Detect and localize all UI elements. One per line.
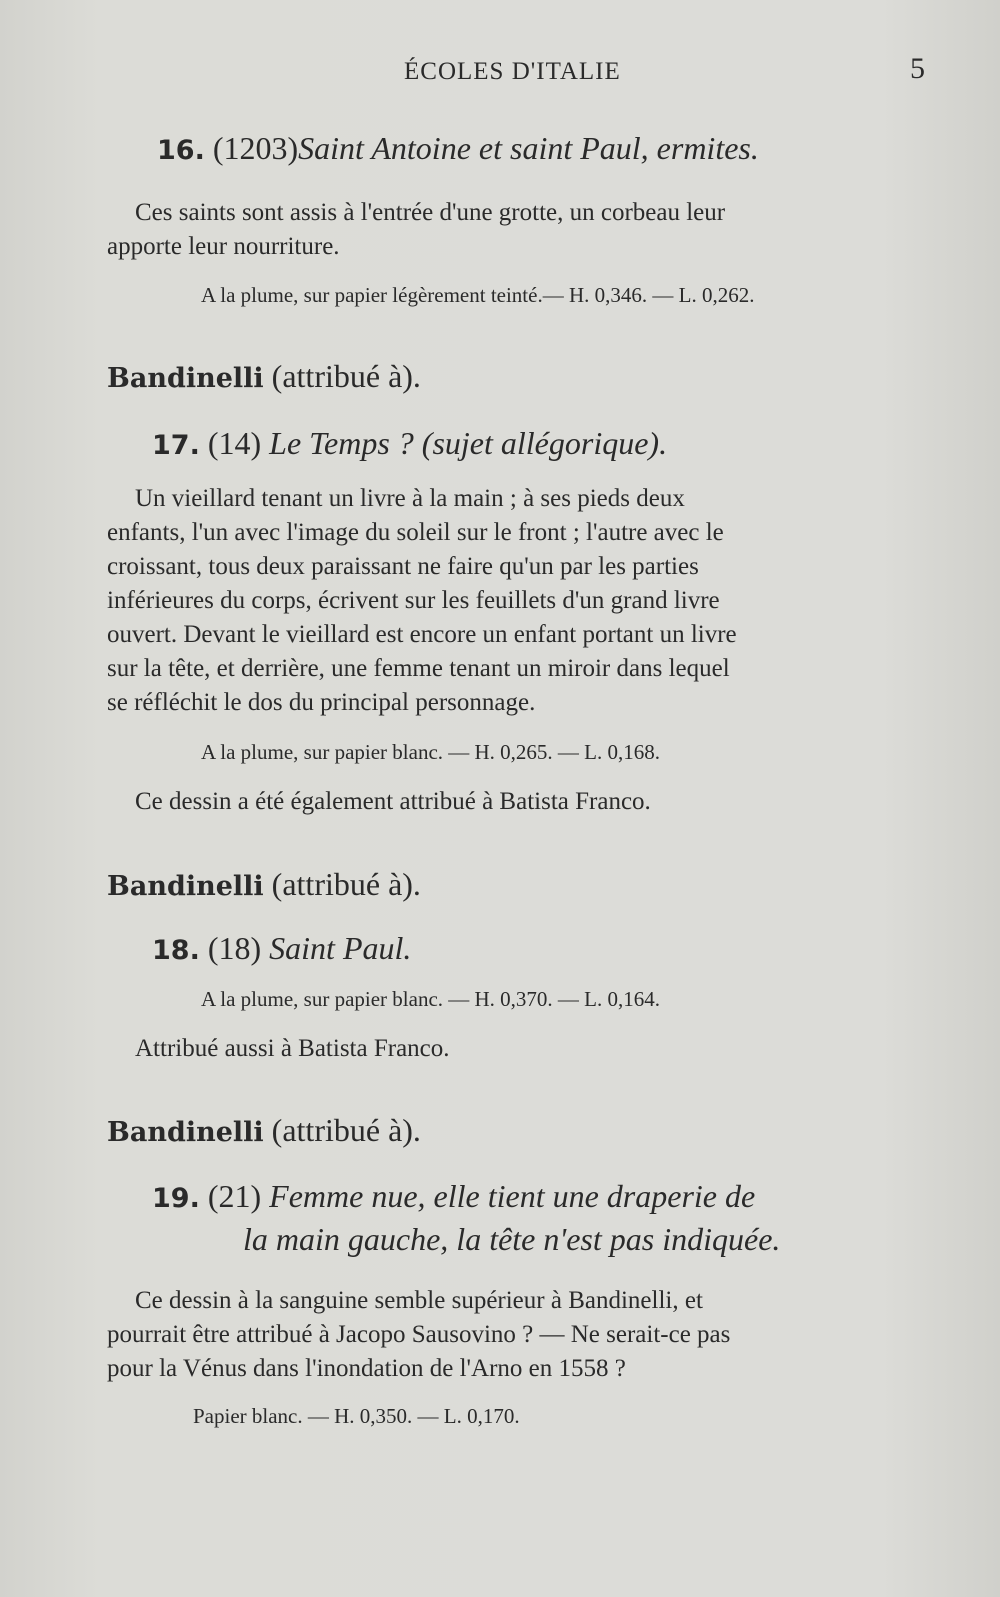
- entry-number: 19.: [152, 1183, 200, 1214]
- artist-name: Bandinelli: [107, 363, 264, 394]
- entry-title: Femme nue, elle tient une draperie de: [269, 1178, 756, 1214]
- inventory-number: (14): [207, 425, 262, 461]
- artist-heading: [107, 1112, 421, 1149]
- attribution: (attribué à).: [271, 866, 421, 902]
- description-line: Un vieillard tenant un livre à la main ; à ses pieds deux: [135, 485, 685, 512]
- entry-19-heading: [152, 1178, 755, 1215]
- entry-title-continued: la main gauche, la tête n'est pas indiquée.: [243, 1221, 781, 1257]
- attribution: (attribué à).: [271, 1112, 421, 1148]
- artist-name: Bandinelli: [107, 1117, 264, 1148]
- description-line: sur la tête, et derrière, une femme tenant un miroir dans lequel: [107, 655, 730, 682]
- description-line: inférieures du corps, écrivent sur les feuillets d'un grand livre: [107, 587, 720, 614]
- inventory-number: (21): [207, 1178, 262, 1214]
- description-line: se réfléchit le dos du principal personnage.: [107, 689, 536, 716]
- artist-name: Bandinelli: [107, 871, 264, 902]
- technique-line: A la plume, sur papier blanc. — H. 0,370. — L. 0,164.: [201, 987, 661, 1011]
- description-line: pourrait être attribué à Jacopo Sausovino ? — Ne serait-ce pas: [107, 1321, 731, 1348]
- description-line: apporte leur nourriture.: [107, 233, 340, 260]
- description-line: pour la Vénus dans l'inondation de l'Arno en 1558 ?: [107, 1355, 626, 1382]
- description-line: ouvert. Devant le vieillard est encore un enfant portant un livre: [107, 621, 737, 648]
- entry-title: Saint Antoine et saint Paul, ermites.: [298, 130, 759, 166]
- description-line: Ces saints sont assis à l'entrée d'une grotte, un corbeau leur: [135, 199, 726, 226]
- attribution: (attribué à).: [271, 358, 421, 394]
- page-number: 5: [910, 52, 925, 85]
- technique-line: A la plume, sur papier blanc. — H. 0,265. — L. 0,168.: [201, 740, 661, 764]
- artist-heading: [107, 358, 421, 395]
- entry-number: 17.: [152, 430, 200, 461]
- entry-17-heading: [152, 425, 667, 462]
- description-line: croissant, tous deux paraissant ne faire qu'un par les parties: [107, 553, 699, 580]
- running-header: ÉCOLES D'ITALIE: [404, 58, 621, 85]
- entry-title: Saint Paul.: [269, 930, 412, 966]
- note-line: Attribué aussi à Batista Franco.: [135, 1035, 450, 1062]
- description-line: enfants, l'un avec l'image du soleil sur le front ; l'autre avec le: [107, 519, 724, 546]
- entry-number: 16.: [157, 135, 205, 166]
- entry-title: Le Temps ? (sujet allégorique).: [269, 425, 668, 461]
- entry-number: 18.: [152, 935, 200, 966]
- inventory-number: (18): [207, 930, 262, 966]
- artist-heading: [107, 866, 421, 903]
- entry-16-heading: [157, 130, 759, 167]
- technique-line: Papier blanc. — H. 0,350. — L. 0,170.: [193, 1404, 520, 1428]
- technique-line: A la plume, sur papier légèrement teinté.— H. 0,346. — L. 0,262.: [201, 283, 755, 307]
- note-line: Ce dessin a été également attribué à Batista Franco.: [135, 788, 651, 815]
- description-line: Ce dessin à la sanguine semble supérieur à Bandinelli, et: [135, 1287, 703, 1314]
- entry-18-heading: [152, 930, 411, 967]
- inventory-number: (1203): [212, 130, 299, 166]
